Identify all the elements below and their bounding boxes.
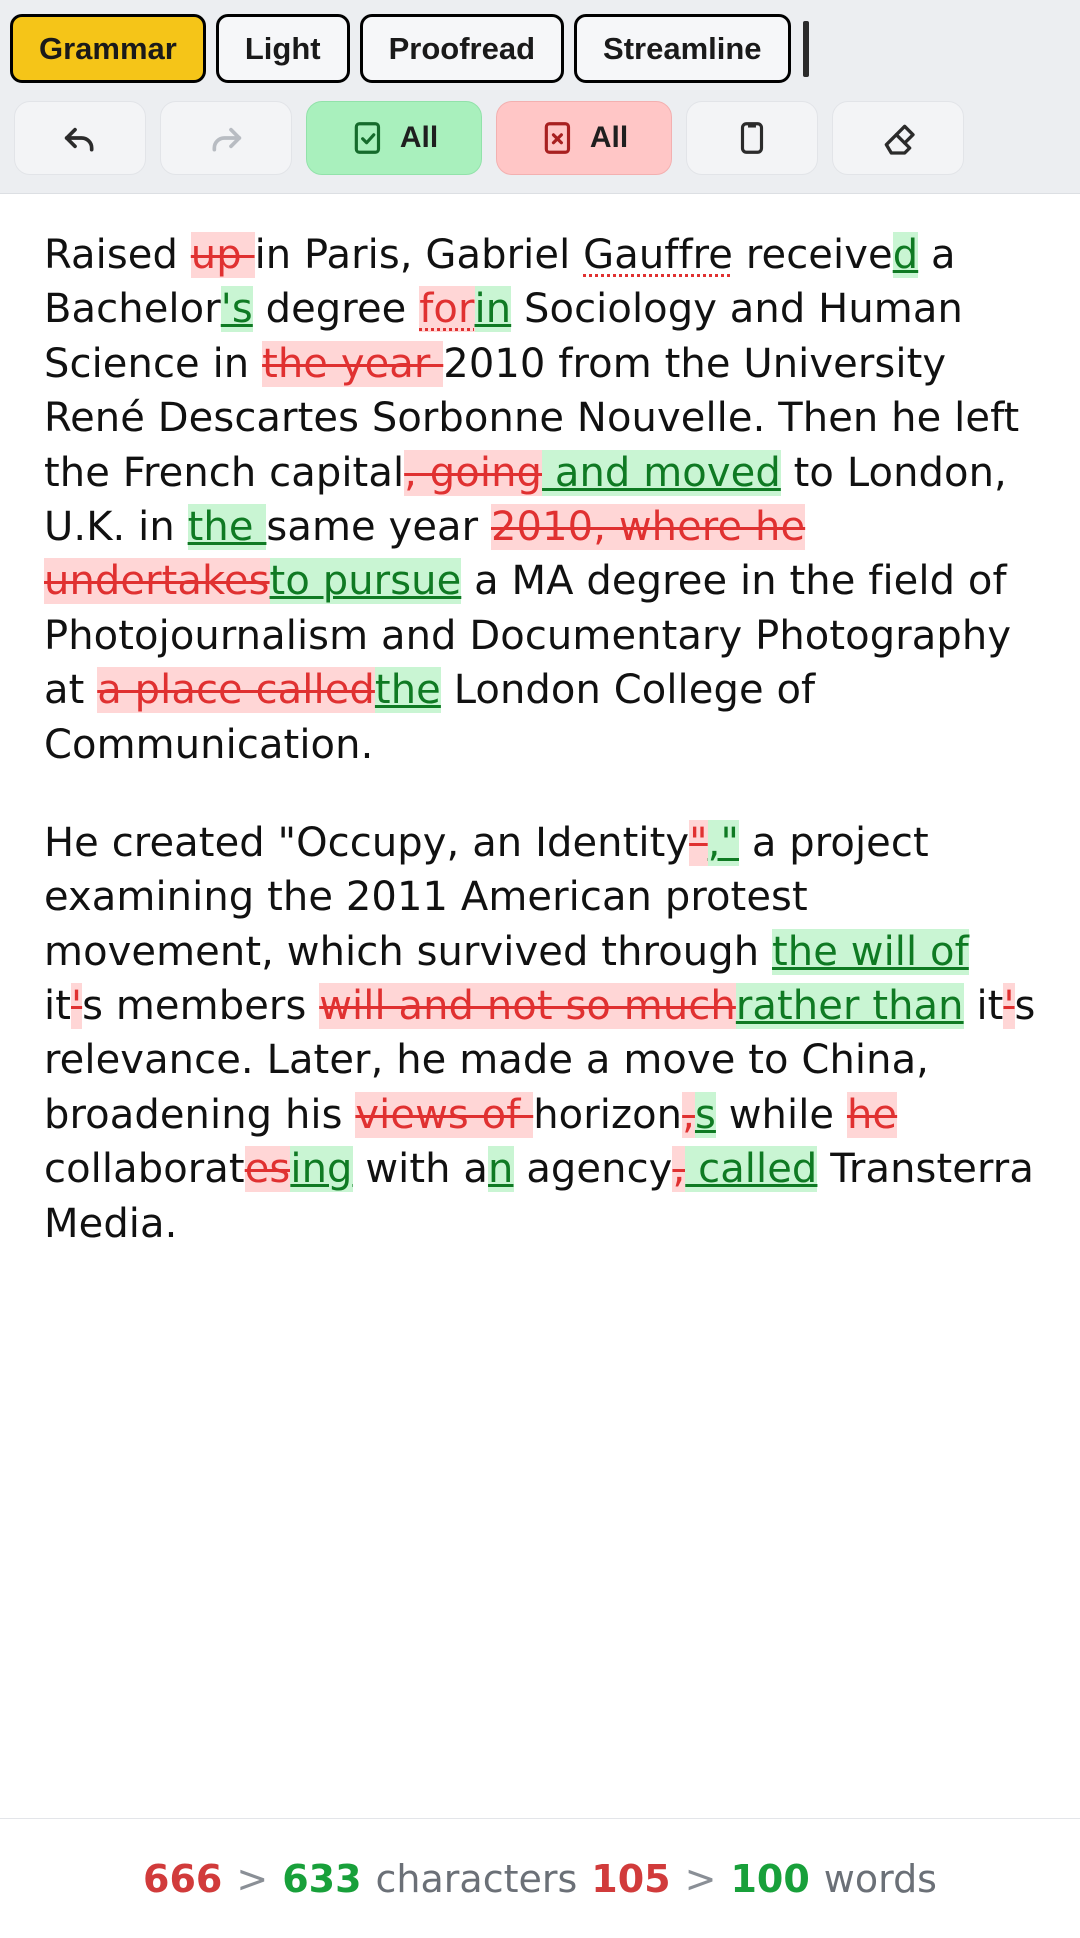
insertion[interactable]: the will of — [772, 928, 969, 975]
text-run: agency — [513, 1146, 673, 1193]
deletion[interactable]: a place called — [97, 667, 375, 714]
mode-button-row — [0, 14, 1080, 83]
reject-all-icon — [540, 119, 578, 157]
deletion[interactable]: es — [244, 1146, 291, 1193]
mode-button-streamline[interactable]: Streamline — [574, 14, 791, 83]
insertion[interactable]: the — [187, 503, 267, 550]
reject-all-label: All — [589, 121, 629, 154]
redo-button[interactable] — [160, 101, 292, 175]
clear-button[interactable] — [832, 101, 964, 175]
text-run: it — [44, 983, 71, 1030]
insertion[interactable]: the — [374, 667, 441, 714]
mode-button-grammar[interactable]: Grammar — [10, 14, 206, 83]
accept-all-icon — [350, 119, 388, 157]
text-run: Sociology and Human Science in — [44, 286, 963, 387]
deletion[interactable]: will and not so much — [319, 983, 736, 1030]
characters-after-count: 633 — [282, 1856, 362, 1901]
undo-icon — [60, 118, 100, 158]
document-editor[interactable] — [0, 194, 1080, 1818]
insertion[interactable]: and moved — [542, 449, 781, 496]
insertion[interactable]: rather than — [735, 983, 964, 1030]
mode-button-proofread[interactable]: Proofread — [360, 14, 564, 83]
text-run: 2010 from the University René Descartes Sorbonne Nouvelle. Then he left the French capital — [44, 340, 1020, 496]
paragraph-1[interactable] — [44, 228, 1036, 772]
text-run: a project examining the 2011 American protest movement, which survived through — [44, 819, 929, 975]
words-label: words — [823, 1856, 937, 1901]
characters-before-count: 666 — [143, 1856, 223, 1901]
deletion[interactable]: ' — [71, 983, 83, 1030]
status-bar — [0, 1818, 1080, 1938]
copy-button[interactable] — [686, 101, 818, 175]
deletion[interactable]: views of — [355, 1091, 534, 1138]
deletion[interactable]: up — [190, 232, 255, 278]
insertion[interactable]: d — [892, 232, 919, 278]
accept-all-button[interactable] — [306, 101, 482, 175]
reject-all-button[interactable] — [496, 101, 672, 175]
characters-arrow: > — [236, 1856, 269, 1901]
insertion[interactable]: called — [685, 1146, 818, 1193]
deletion[interactable]: ' — [1003, 983, 1015, 1030]
text-run: horizon — [533, 1091, 683, 1138]
clipboard-icon — [733, 119, 771, 157]
insertion[interactable]: 's — [220, 286, 253, 333]
text-run: Raised — [44, 232, 191, 278]
deletion[interactable]: , going — [404, 449, 543, 496]
insertion[interactable]: ing — [290, 1146, 353, 1193]
action-button-row — [0, 83, 1080, 175]
mode-row-edge-indicator — [803, 21, 809, 77]
text-run: s members — [82, 983, 320, 1030]
toolbar — [0, 0, 1080, 194]
deletion[interactable]: , — [672, 1146, 686, 1193]
words-before-count: 105 — [591, 1856, 671, 1901]
text-run: receive — [733, 232, 893, 278]
text-run: in Paris, Gabriel — [254, 232, 584, 278]
text-run: a Bachelor — [44, 232, 956, 333]
deletion[interactable]: 2010, where he undertakes — [44, 503, 806, 605]
text-run: with a — [352, 1146, 489, 1193]
mode-button-light[interactable]: Light — [216, 14, 350, 83]
words-arrow: > — [684, 1856, 717, 1901]
insertion[interactable]: in — [474, 286, 512, 333]
text-run: degree — [252, 286, 420, 333]
text-run: collaborat — [44, 1146, 245, 1193]
text-run: Transterra Media. — [44, 1146, 1034, 1247]
text-run: s relevance. Later, he made a move to China, broadening his — [44, 983, 1036, 1138]
text-run: same year — [266, 503, 491, 550]
deletion[interactable]: for — [419, 286, 475, 333]
text-run: while — [715, 1091, 847, 1138]
spelling-suggestion[interactable]: Gauffre — [583, 232, 734, 278]
accept-all-label: All — [399, 121, 439, 154]
insertion[interactable]: ," — [707, 819, 739, 866]
text-run: it — [963, 983, 1004, 1030]
redo-icon — [206, 118, 246, 158]
deletion[interactable]: he — [846, 1091, 898, 1138]
words-after-count: 100 — [730, 1856, 810, 1901]
insertion[interactable]: n — [488, 1146, 514, 1193]
insertion[interactable]: s — [694, 1091, 716, 1138]
deletion[interactable]: " — [689, 819, 708, 866]
paragraph-2[interactable] — [44, 816, 1036, 1251]
text-run: to London, U.K. in — [44, 449, 1007, 550]
eraser-icon — [878, 118, 918, 158]
undo-button[interactable] — [14, 101, 146, 175]
text-run: London College of Communication. — [44, 667, 816, 768]
deletion[interactable]: the year — [262, 340, 444, 387]
characters-label: characters — [375, 1856, 578, 1901]
insertion[interactable]: to pursue — [269, 558, 462, 605]
text-run: He created "Occupy, an Identity — [44, 819, 690, 866]
deletion[interactable]: , — [682, 1091, 695, 1138]
text-run: a MA degree in the field of Photojournalism and Documentary Photography at — [44, 558, 1012, 714]
